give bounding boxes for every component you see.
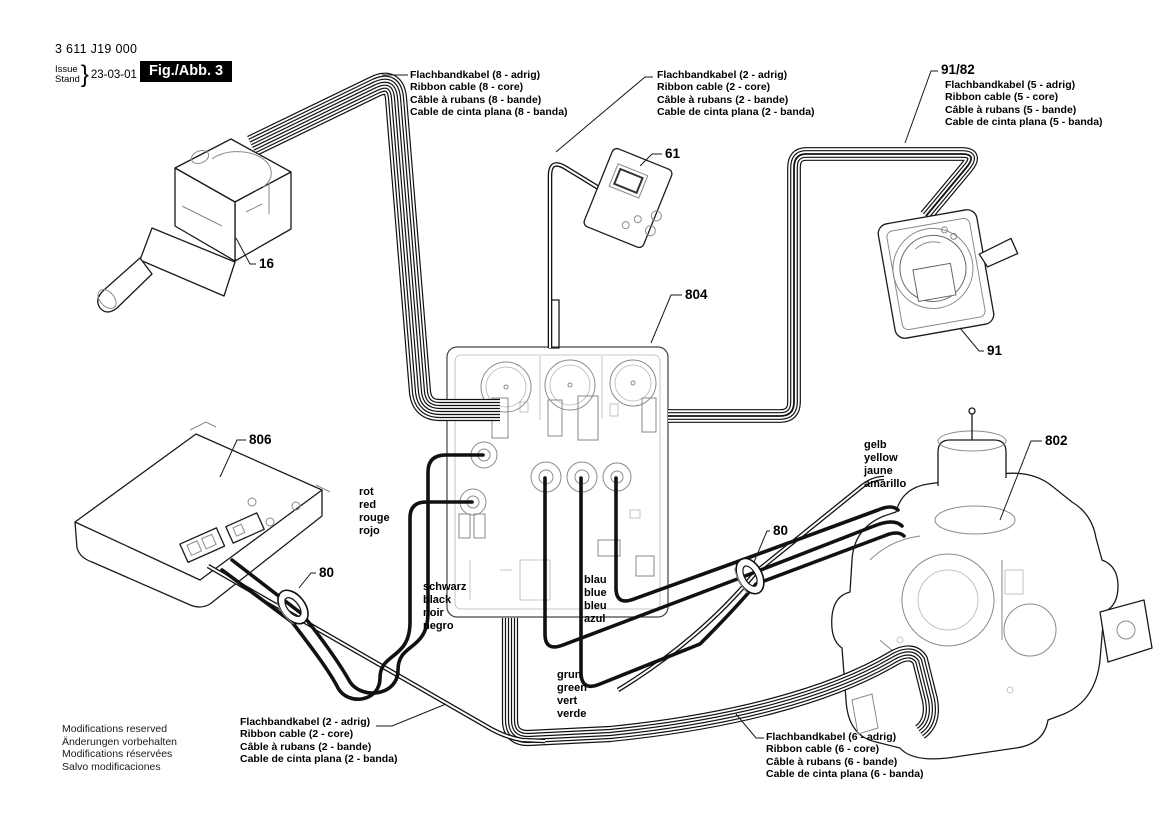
modifications-notice: [62, 723, 177, 773]
color-line: blau: [584, 574, 607, 586]
label-line-en: Ribbon cable (2 - core): [240, 728, 354, 741]
label-line-en: Ribbon cable (6 - core): [766, 743, 880, 756]
label-line-fr: Câble à rubans (2 - bande): [657, 93, 789, 106]
label-line-fr: Câble à rubans (2 - bande): [240, 740, 372, 753]
color-line: azul: [584, 613, 606, 625]
label-line-de: Flachbandkabel (2 - adrig): [240, 716, 371, 728]
color-line: schwarz: [423, 581, 467, 593]
color-line: green: [557, 682, 587, 694]
wire-color-label-blue: [584, 574, 607, 626]
footer-line-de: Änderungen vorbehalten: [62, 735, 178, 748]
wire-color-label-black: [423, 581, 466, 633]
figure-title-badge: Fig./Abb. 3: [140, 61, 232, 82]
part-ref-806: 806: [249, 432, 272, 447]
label-line-en: Ribbon cable (2 - core): [657, 81, 771, 94]
label-line-es: Cable de cinta plana (2 - banda): [657, 105, 815, 118]
part-ref-61: 61: [665, 146, 681, 161]
switch-16-drawing: [94, 139, 291, 312]
part-ref-804: 804: [685, 287, 708, 302]
color-line: blue: [584, 587, 607, 599]
label-line-de: Flachbandkabel (8 - adrig): [410, 69, 541, 81]
wire-color-label-red: [359, 486, 390, 538]
issue-date: 23-03-01: [90, 69, 137, 81]
color-line: rot: [359, 486, 374, 498]
color-line: jaune: [864, 465, 893, 477]
cable-label-2core-bottom: [240, 716, 398, 765]
color-line: rojo: [359, 525, 380, 537]
cable-label-5core: [945, 79, 1103, 128]
document-part-number: 3 611 J19 000: [55, 42, 138, 56]
color-line: noir: [423, 607, 444, 619]
label-line-fr: Câble à rubans (8 - bande): [410, 93, 542, 106]
wire-color-label-green: [557, 669, 587, 721]
brace-glyph: }: [80, 61, 89, 88]
label-line-de: Flachbandkabel (5 - adrig): [945, 79, 1076, 91]
label-line-fr: Câble à rubans (5 - bande): [945, 103, 1077, 116]
cable-label-6core: [766, 731, 924, 780]
part-ref-91: 91: [987, 343, 1003, 358]
wire-color-label-yellow: [864, 439, 906, 491]
label-line-es: Cable de cinta plana (8 - banda): [410, 105, 568, 118]
issue-date-block: [55, 61, 137, 89]
color-line: black: [423, 594, 452, 606]
part-ref-802: 802: [1045, 433, 1068, 448]
part-ref-80-left: 80: [319, 565, 335, 580]
color-line: vert: [557, 695, 578, 707]
bracket-806-drawing: [75, 422, 330, 607]
part-ref-91-82: 91/82: [941, 62, 975, 77]
cable-label-2core-top: [657, 69, 815, 118]
cable-label-8core: [410, 69, 568, 118]
socket-91-drawing: [877, 202, 1029, 340]
color-line: grun: [557, 669, 582, 681]
label-line-de: Flachbandkabel (6 - adrig): [766, 731, 897, 743]
part-ref-16: 16: [259, 256, 275, 271]
label-line-es: Cable de cinta plana (2 - banda): [240, 752, 398, 765]
stand-label: Stand: [55, 74, 80, 85]
label-line-en: Ribbon cable (8 - core): [410, 81, 524, 94]
label-line-es: Cable de cinta plana (5 - banda): [945, 115, 1103, 128]
color-line: bleu: [584, 600, 607, 612]
label-line-de: Flachbandkabel (2 - adrig): [657, 69, 788, 81]
color-line: amarillo: [864, 478, 907, 490]
ribbon-cable-2core-top: [550, 164, 602, 348]
part-ref-80-right: 80: [773, 523, 789, 538]
color-line: red: [359, 499, 377, 511]
label-line-en: Ribbon cable (5 - core): [945, 91, 1059, 104]
footer-line-en: Modifications reserved: [62, 723, 168, 735]
footer-line-fr: Modifications réservées: [62, 748, 173, 761]
color-line: yellow: [864, 452, 898, 464]
color-line: rouge: [359, 512, 390, 524]
small-pcb-61-drawing: [583, 147, 679, 251]
issue-label: Issue: [55, 63, 78, 75]
footer-line-es: Salvo modificaciones: [62, 760, 161, 773]
label-line-fr: Câble à rubans (6 - bande): [766, 755, 898, 768]
main-pcb-804-drawing: [447, 300, 668, 617]
color-line: verde: [557, 708, 587, 720]
color-line: gelb: [864, 439, 887, 451]
label-line-es: Cable de cinta plana (6 - banda): [766, 767, 924, 780]
color-line: negro: [423, 620, 454, 632]
